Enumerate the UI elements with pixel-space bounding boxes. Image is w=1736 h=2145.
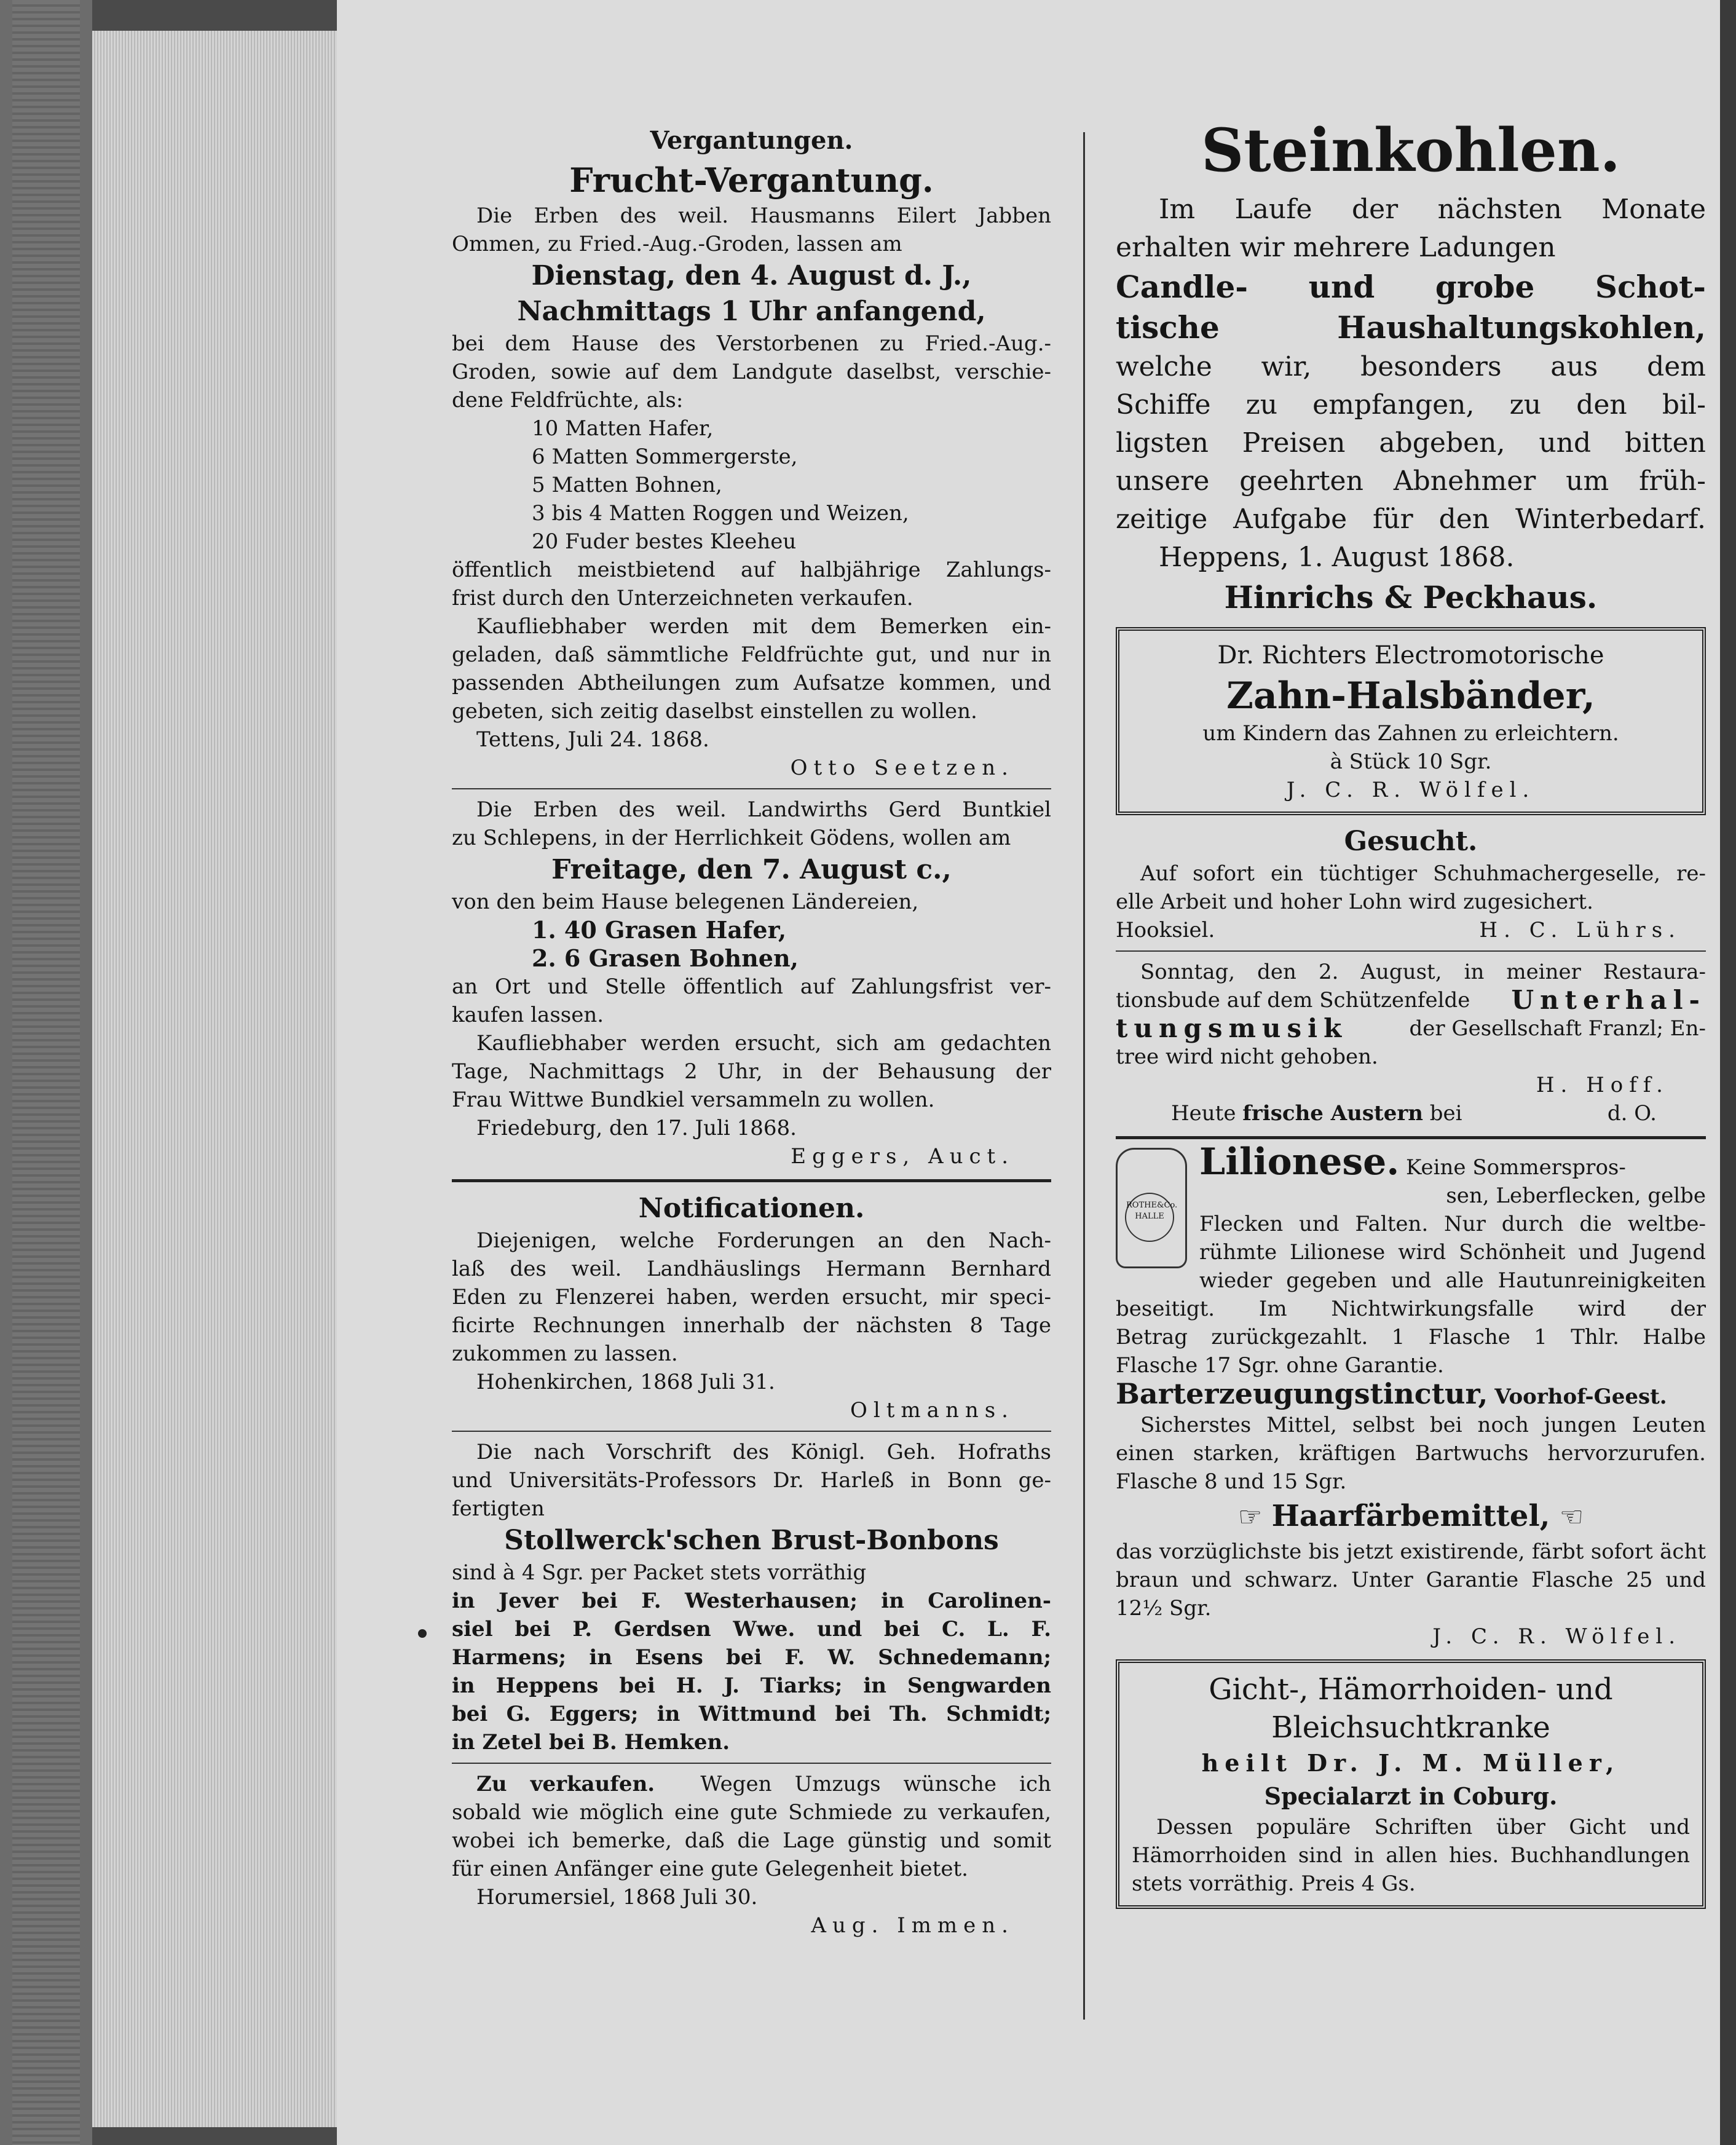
ad-date: Dienstag, den 4. August d. J., (531, 260, 972, 291)
ad-line: Die Erben des weil. Landwirths Gerd Buntkiel (476, 797, 1051, 822)
ad-title: Steinkohlen. (1201, 116, 1621, 185)
ad-richter-box (1116, 627, 1706, 815)
ad-gesucht (1116, 824, 1706, 944)
ad-line: das vorzüglichste bis jetzt existirende, färbt sofort ächt (1116, 1539, 1706, 1564)
ad-line: einen starken, kräftigen Bartwuchs hervorzurufen. (1116, 1441, 1706, 1466)
divider (452, 788, 1051, 789)
ad-line: beseitigt. Im Nichtwirkungsfalle wird der (1116, 1297, 1706, 1321)
ad-line: bei G. Eggers; in Wittmund bei Th. Schmidt; (452, 1702, 1051, 1726)
ad-line: Ommen, zu Fried.-Aug.-Groden, lassen am (452, 232, 902, 256)
bottle-label: ROTHE&Co. HALLE (1125, 1193, 1174, 1242)
ad-line: Frau Wittwe Bundkiel versammeln zu wollen. (452, 1088, 935, 1112)
ad-line: Im Laufe der nächsten Monate (1159, 194, 1706, 225)
place: Hooksiel. (1116, 918, 1215, 942)
ad-title: Barterzeugungstinctur, (1116, 1377, 1488, 1410)
ad-line: bei (1429, 1101, 1462, 1126)
ad-line: um Kindern das Zahnen zu erleichtern. (1202, 721, 1619, 746)
list-item: 1. 40 Grasen Hafer, (532, 916, 787, 944)
ad-line: sind à 4 Sgr. per Packet stets vorräthig (452, 1560, 867, 1585)
ad-line: zu Schlepens, in der Herrlichkeit Gödens, wollen am (452, 826, 1011, 850)
ad-line: Sonntag, den 2. August, in meiner Restaura- (1140, 960, 1706, 984)
list-item: 5 Matten Bohnen, (532, 473, 722, 497)
list-item: 2. 6 Grasen Bohnen, (532, 944, 799, 972)
divider (1116, 1136, 1706, 1139)
ad-line: Schiffe zu empfangen, zu den bil- (1116, 389, 1706, 421)
ad-date: Freitage, den 7. August c., (551, 854, 952, 885)
ad-line: Dessen populäre Schriften über Gicht und (1156, 1815, 1690, 1839)
signer: H. Hoff. (1536, 1073, 1669, 1097)
ad-line: sobald wie möglich eine gute Schmiede zu verkaufen, (452, 1800, 1051, 1825)
ad-line: Hämorrhoiden sind in allen hies. Buchhandlungen (1132, 1843, 1690, 1868)
ad-line: in Jever bei F. Westerhausen; in Carolinen- (452, 1589, 1051, 1613)
ad-buntkiel (452, 796, 1051, 1171)
ad-line: frist durch den Unterzeichneten verkaufen. (452, 586, 913, 610)
ad-line: wobei ich bemerke, daß die Lage günstig und somit (452, 1828, 1051, 1853)
ad-stollwerck (452, 1438, 1051, 1756)
ad-line: Harmens; in Esens bei F. W. Schnedemann; (452, 1645, 1051, 1670)
ad-line-bold: Specialarzt in Coburg. (1264, 1782, 1558, 1810)
ad-line: dene Feldfrüchte, als: (452, 388, 684, 413)
ad-line: Flecken und Falten. Nur durch die weltbe- (1199, 1212, 1706, 1236)
ad-gicht-box (1116, 1659, 1706, 1909)
ad-time: Nachmittags 1 Uhr anfangend, (517, 296, 986, 327)
ad-line: Wegen Umzugs wünsche ich (700, 1772, 1051, 1796)
ad-line: Kaufliebhaber werden mit dem Bemerken ein- (476, 614, 1051, 639)
ad-line: 12½ Sgr. (1116, 1596, 1212, 1621)
ad-line: geladen, daß sämmtliche Feldfrüchte gut, und nur in (452, 642, 1051, 667)
ad-unterhaltung (1116, 958, 1706, 1128)
ad-line: wieder gegeben und alle Hautunreinigkeiten (1199, 1268, 1706, 1293)
facing-page-edge (1720, 0, 1736, 2145)
spine-texture (12, 0, 80, 2145)
ad-line: Die nach Vorschrift des Königl. Geh. Hofraths (476, 1440, 1051, 1464)
ad-line: Heute (1171, 1101, 1236, 1126)
ad-line: sen, Leberflecken, gelbe (1446, 1183, 1706, 1208)
pointing-hand-left-icon: ☜ (1559, 1501, 1584, 1533)
right-column (1116, 111, 1706, 1918)
signer: J. C. R. Wölfel. (1286, 778, 1536, 802)
ad-line: in Zetel bei B. Hemken. (452, 1730, 730, 1755)
ad-line: fertigten (452, 1496, 545, 1521)
ad-title: Lilionese. (1199, 1140, 1400, 1183)
ad-line: in Heppens bei H. J. Tiarks; in Sengwarden (452, 1673, 1051, 1698)
ad-line: passenden Abtheilungen zum Aufsatze kommen, und (452, 671, 1051, 695)
ad-line: braun und schwarz. Unter Garantie Flasche 25 und (1116, 1568, 1706, 1592)
ad-line-bold: tische Haushaltungskohlen, (1116, 309, 1706, 346)
ad-line: laß des weil. Landhäuslings Hermann Bernhard (452, 1257, 1051, 1281)
ad-line: Dr. Richters Electromotorische (1217, 641, 1604, 670)
page-edges (92, 31, 338, 2127)
place-date: Hohenkirchen, 1868 Juli 31. (476, 1370, 775, 1394)
ad-title: Frucht-Vergantung. (569, 160, 934, 200)
pointing-hand-right-icon: ☞ (1237, 1501, 1263, 1533)
ad-line: und Universitäts-Professors Dr. Harleß in Bonn ge- (452, 1468, 1051, 1493)
ad-line: Flasche 8 und 15 Sgr. (1116, 1469, 1347, 1494)
ad-zu-verkaufen (452, 1770, 1051, 1940)
place: Voorhof-Geest. (1494, 1385, 1667, 1409)
ad-line: öffentlich meistbietend auf halbjährige Zahlungs- (452, 558, 1051, 582)
ad-haarfaerbemittel (1116, 1496, 1706, 1651)
divider (452, 1179, 1051, 1182)
left-column (452, 123, 1051, 1940)
place-date: Heppens, 1. August 1868. (1159, 542, 1515, 573)
signer: J. C. R. Wölfel. (1432, 1624, 1681, 1649)
ad-line: tionsbude auf dem Schützenfelde (1116, 988, 1470, 1013)
ad-line: gebeten, sich zeitig daselbst einstellen zu wollen. (452, 699, 977, 724)
ad-line: zukommen zu lassen. (452, 1341, 678, 1366)
ad-line-bold: Candle- und grobe Schot- (1116, 269, 1706, 305)
ad-price: à Stück 10 Sgr. (1330, 749, 1492, 774)
ad-line-bold: tungsmusik (1116, 1013, 1348, 1043)
ad-line-bold: frische Austern (1242, 1101, 1423, 1126)
ad-line: zeitige Aufgabe für den Winterbedarf. (1116, 504, 1706, 535)
ad-title: Bleichsuchtkranke (1271, 1710, 1550, 1745)
place-date: Horumersiel, 1868 Juli 30. (476, 1885, 758, 1910)
ad-line: unsere geehrten Abnehmer um früh- (1116, 465, 1706, 497)
ad-line-bold: heilt Dr. J. M. Müller, (1201, 1749, 1620, 1777)
list-item: 6 Matten Sommergerste, (532, 444, 798, 469)
ad-line: Eden zu Flenzerei haben, werden ersucht, mir speci- (452, 1285, 1051, 1310)
signer: Otto Seetzen. (790, 756, 1014, 780)
ad-line: Die Erben des weil. Hausmanns Eilert Jabben (476, 203, 1051, 228)
ad-barterzeugung (1116, 1377, 1706, 1496)
section-notificationen (452, 1191, 1051, 1424)
section-heading: Gesucht. (1344, 826, 1478, 857)
section-heading: Notificationen. (638, 1193, 865, 1224)
ad-lilionese (1116, 1140, 1706, 1380)
ad-title: Stollwerck'schen Brust-Bonbons (504, 1525, 999, 1556)
ad-line-bold: Unterhal- (1511, 985, 1706, 1015)
ad-line: für einen Anfänger eine gute Gelegenheit bietet. (452, 1857, 968, 1881)
ad-line: rühmte Lilionese wird Schönheit und Jugend (1199, 1240, 1706, 1265)
signer: Aug. Immen. (811, 1913, 1014, 1938)
ad-line: Diejenigen, welche Forderungen an den Nach- (476, 1228, 1051, 1253)
ad-line: ligsten Preisen abgeben, und bitten (1116, 427, 1706, 459)
signer: Eggers, Auct. (791, 1144, 1014, 1169)
ad-lead: Zu verkaufen. (476, 1772, 655, 1796)
ad-line: erhalten wir mehrere Ladungen (1116, 232, 1556, 263)
ad-line: Kaufliebhaber werden ersucht, sich am gedachten (476, 1031, 1051, 1056)
ink-dot (418, 1629, 427, 1638)
ad-line: siel bei P. Gerdsen Wwe. und bei C. L. F. (452, 1617, 1051, 1641)
ad-title: Gicht-, Hämorrhoiden- und (1209, 1672, 1613, 1707)
list-item: 10 Matten Hafer, (532, 416, 714, 441)
ad-line: elle Arbeit und hoher Lohn wird zugesichert. (1116, 890, 1593, 914)
signer: H. C. Lührs. (1479, 918, 1681, 942)
column-divider (1083, 132, 1085, 2020)
ad-line: ficirte Rechnungen innerhalb der nächsten 8 Tage (452, 1313, 1051, 1338)
signer: d. O. (1607, 1101, 1657, 1126)
bottle-icon (1116, 1148, 1187, 1268)
place-date: Tettens, Juli 24. 1868. (476, 727, 709, 752)
list-item: 20 Fuder bestes Kleeheu (532, 529, 797, 554)
ad-line: Sicherstes Mittel, selbst bei noch jungen Leuten (1140, 1413, 1706, 1437)
ad-line: der Gesellschaft Franzl; En- (1409, 1016, 1706, 1041)
ad-title: Haarfärbemittel, (1271, 1499, 1550, 1533)
ad-line: kaufen lassen. (452, 1003, 604, 1027)
ad-line: Groden, sowie auf dem Landgute daselbst, verschie- (452, 360, 1051, 384)
place-date: Friedeburg, den 17. Juli 1868. (476, 1116, 797, 1140)
signer: Hinrichs & Peckhaus. (1224, 579, 1598, 615)
ad-line: tree wird nicht gehoben. (1116, 1045, 1378, 1069)
ad-line: Betrag zurückgezahlt. 1 Flasche 1 Thlr. Halbe (1116, 1325, 1706, 1349)
divider (452, 1431, 1051, 1432)
ad-steinkohlen (1116, 111, 1706, 618)
divider (452, 1763, 1051, 1764)
ad-line: stets vorräthig. Preis 4 Gs. (1132, 1871, 1416, 1896)
ad-frucht-vergantung (452, 159, 1051, 782)
list-item: 3 bis 4 Matten Roggen und Weizen, (532, 501, 909, 526)
section-heading-vergantungen: Vergantungen. (650, 126, 853, 155)
ad-title: Zahn-Halsbänder, (1226, 674, 1595, 717)
ad-line: von den beim Hause belegenen Ländereien, (452, 890, 919, 914)
divider (1116, 950, 1706, 952)
ad-line: Keine Sommerspros- (1406, 1155, 1626, 1180)
ad-line: bei dem Hause des Verstorbenen zu Fried.-Aug.- (452, 331, 1051, 356)
signer: Oltmanns. (850, 1398, 1014, 1423)
ad-line: Tage, Nachmittags 2 Uhr, in der Behausung der (452, 1059, 1051, 1084)
ad-line: an Ort und Stelle öffentlich auf Zahlungsfrist ver- (452, 974, 1051, 999)
ad-line: Flasche 17 Sgr. ohne Garantie. (1116, 1353, 1444, 1378)
ad-line: welche wir, besonders aus dem (1116, 351, 1706, 382)
ad-line: Auf sofort ein tüchtiger Schuhmachergeselle, re- (1140, 861, 1706, 886)
